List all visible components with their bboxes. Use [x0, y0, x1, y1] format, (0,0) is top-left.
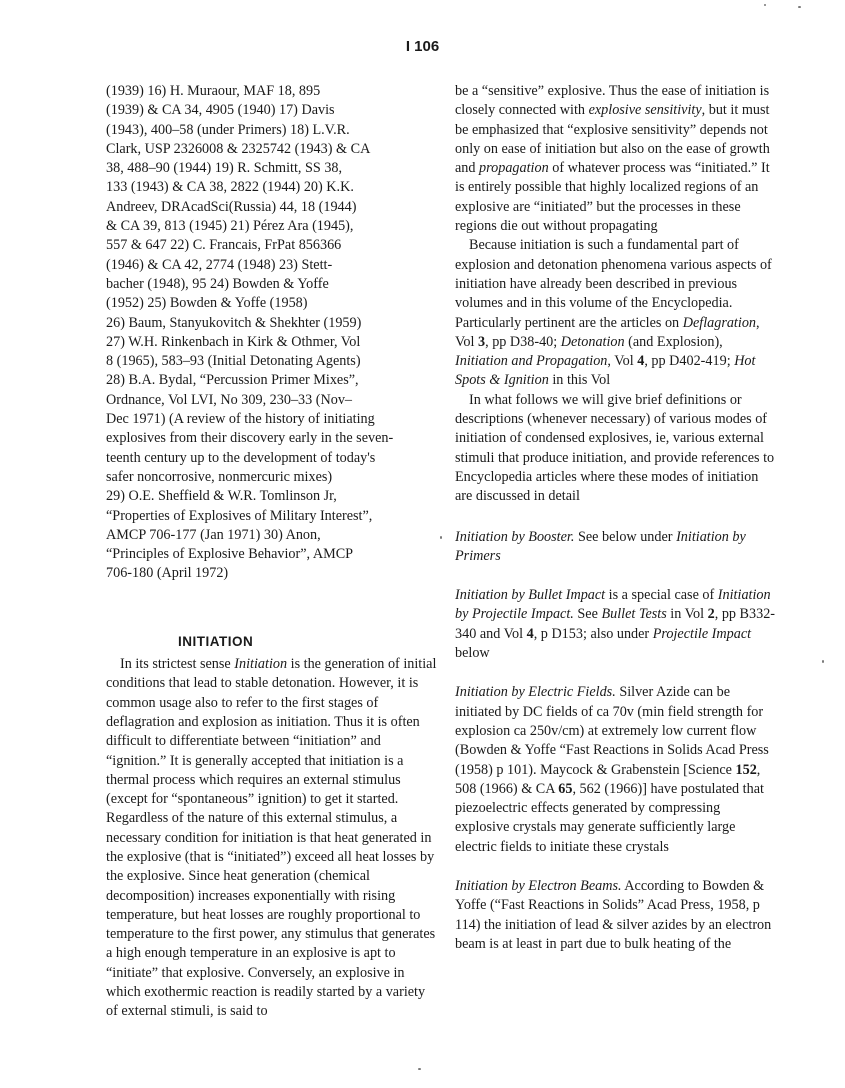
reference-line: (1946) & CA 42, 2774 (1948) 23) Stett- — [106, 256, 333, 273]
entry-title: Initiation by Electric Fields. — [455, 684, 616, 701]
text: In its strictest sense — [120, 656, 235, 673]
article-title: Hot Spots & Ignition — [455, 353, 756, 389]
text: See — [573, 606, 602, 623]
reference-line: “Properties of Explosives of Military Interest”, — [106, 507, 373, 524]
text: , pp D402-419; — [644, 353, 735, 370]
cross-reference: Bullet Tests — [601, 606, 667, 623]
reference-line: 27) W.H. Rinkenbach in Kirk & Othmer, Vol — [106, 333, 361, 350]
sensitivity-paragraph — [455, 82, 775, 236]
scan-speck — [440, 536, 442, 539]
page-number: I 106 — [405, 38, 440, 55]
entry-electric-fields — [455, 683, 775, 857]
reference-line: 26) Baum, Stanyukovitch & Shekhter (1959) — [106, 314, 362, 331]
reference-line: teenth century up to the development of today's — [106, 449, 376, 466]
scan-speck — [822, 660, 824, 663]
text: of whatever process was “initiated.” It is entirely possible that highly localized regions of an explosive are “initiated” but the processes in these regions die out without propagating — [455, 160, 770, 235]
text: , Vol — [455, 314, 760, 350]
cross-reference: Projectile Impact — [652, 625, 752, 642]
term: explosive sensitivity — [588, 102, 702, 119]
article-title: Initiation and Propagation — [455, 353, 608, 370]
article-title: Deflagration — [682, 314, 757, 331]
text: be a “sensitive” explosive. Thus the ease of initiation is closely connected with — [455, 83, 770, 119]
text: Silver Azide can be initiated by DC fields of ca 70v (min field strength for explosion ca 250v/cm) at extremely low current flow (Bowden & Yoffe “Fast Reactions in Solids Acad Press (1958) p 101). Maycock & Grabenstein [Science — [455, 684, 769, 778]
reference-line: (1939) 16) H. Muraour, MAF 18, 895 — [106, 83, 321, 99]
volume-number: 3 — [478, 333, 486, 350]
reference-line: “Principles of Explosive Behavior”, AMCP — [106, 546, 354, 563]
section-heading: INITIATION — [178, 633, 254, 649]
term: propagation — [479, 160, 549, 177]
scan-speck — [798, 6, 801, 8]
reference-line: Ordnance, Vol LVI, No 309, 230–33 (Nov– — [106, 391, 353, 408]
volume-number: 4 — [637, 353, 645, 370]
entry-booster — [455, 528, 775, 567]
encyclopedia-paragraph — [455, 236, 775, 390]
reference-line: safer noncorrosive, nonmercuric mixes) — [106, 468, 333, 485]
reference-line: 29) O.E. Sheffield & W.R. Tomlinson Jr, — [106, 488, 337, 505]
volume-number: 2 — [707, 606, 715, 623]
reference-line: AMCP 706-177 (Jan 1971) 30) Anon, — [106, 526, 321, 543]
reference-line: (1952) 25) Bowden & Yoffe (1958) — [106, 295, 308, 312]
text: , pp D38-40; — [485, 333, 561, 350]
right-column — [455, 82, 775, 954]
text: Because initiation is such a fundamental part of explosion and detonation phenomena various aspects of initiation have already been described in previous volumes and in this volume of the Encyclopedia. Particularly pertinent are the articles on — [455, 237, 772, 331]
text: in this Vol — [548, 372, 611, 389]
text: below — [455, 645, 490, 662]
text: in Vol — [666, 606, 708, 623]
text: (and Explosion), — [624, 333, 723, 350]
reference-line: Clark, USP 2326008 & 2325742 (1943) & CA — [106, 140, 371, 157]
text: , Vol — [607, 353, 638, 370]
text: , p D153; also under — [533, 625, 653, 642]
text: , 508 (1966) & CA — [455, 761, 761, 797]
entry-title: Initiation by Bullet Impact — [455, 587, 606, 604]
cross-reference: Initiation by Primers — [455, 528, 746, 564]
reference-line: (1943), 400–58 (under Primers) 18) L.V.R. — [106, 121, 350, 138]
volume-number: 65 — [558, 780, 573, 797]
left-column — [106, 82, 438, 1022]
text: , pp B332-340 and Vol — [455, 606, 776, 642]
text: , but it must be emphasized that “explosive sensitivity” depends not only on ease of initiation but also on the ease of growth and — [455, 102, 770, 177]
reference-line: 28) B.A. Bydal, “Percussion Primer Mixes”, — [106, 372, 359, 389]
reference-line: 38, 488–90 (1944) 19) R. Schmitt, SS 38, — [106, 160, 343, 177]
scan-speck — [418, 1068, 421, 1070]
volume-number: 152 — [735, 761, 757, 778]
reference-line: 706-180 (April 1972) — [106, 565, 229, 582]
text: is the generation of initial conditions that lead to stable detonation. However, it is common usage also to refer to the first stages of deflagration and explosion as initiation. Thus it is often difficult to differentiate between “initiation” and “ignition.” It is generally accepted that initiation is a thermal process which requires an external stimulus (except for “spontaneous” ignition) to get it started. Regardless of the nature of this external stimulus, a necessary condition for initiation is that heat generated in the explosive (that is “initiated”) exceed all heat losses by the explosive. Since heat generation (chemical decomposition) increases exponentially with rising temperature, but heat losses are roughly proportional to temperature to the first power, any stimulus that generates a high enough temperature in an explosive is apt to “initiate” that explosive. Conversely, an explosive in which exothermic reaction is readily started by a variety of external stimuli, is said to — [106, 656, 437, 1020]
entry-title: Initiation by Electron Beams. — [455, 877, 622, 894]
entry-title: Initiation by Booster. — [455, 528, 575, 545]
cross-reference: Initiation by Projectile Impact. — [455, 587, 771, 623]
reference-line: 133 (1943) & CA 38, 2822 (1944) 20) K.K. — [106, 179, 354, 196]
term: Initiation — [234, 656, 288, 673]
scan-speck — [764, 4, 766, 6]
reference-line: (1939) & CA 34, 4905 (1940) 17) Davis — [106, 102, 335, 119]
article-title: Detonation — [560, 333, 625, 350]
initiation-paragraph — [106, 655, 438, 1022]
reference-line: & CA 39, 813 (1945) 21) Pérez Ara (1945), — [106, 218, 354, 235]
volume-number: 4 — [526, 625, 534, 642]
reference-line: 8 (1965), 583–93 (Initial Detonating Agents) — [106, 353, 361, 370]
text: See below under — [574, 528, 677, 545]
entry-electron-beams — [455, 877, 775, 954]
text: , 562 (1966)] have postulated that piezoelectric effects generated by compressing explosive crystals may generate sufficiently large electric fields to initiate these crystals — [455, 780, 764, 855]
text: is a special case of — [605, 587, 718, 604]
text: According to Bowden & Yoffe (“Fast Reactions in Solids” Acad Press, 1958, p 114) the initiation of lead & silver azides by an electron beam is at least in part due to bulk heating of the — [455, 877, 772, 952]
reference-line: bacher (1948), 95 24) Bowden & Yoffe — [106, 275, 329, 292]
reference-line: explosives from their discovery early in the seven- — [106, 430, 394, 447]
reference-line: 557 & 647 22) C. Francais, FrPat 856366 — [106, 237, 342, 254]
modes-paragraph: In what follows we will give brief definitions or descriptions (whenever necessary) of various modes of initiation of condensed explosives, ie, various external stimuli that produce initiation, and provide references to Encyclopedia articles where these modes of initiation are discussed in detail — [455, 391, 775, 505]
reference-line: Andreev, DRAcadSci(Russia) 44, 18 (1944) — [106, 198, 357, 215]
references-list — [106, 82, 438, 584]
reference-line: Dec 1971) (A review of the history of initiating — [106, 411, 375, 428]
entry-bullet-impact — [455, 586, 775, 663]
